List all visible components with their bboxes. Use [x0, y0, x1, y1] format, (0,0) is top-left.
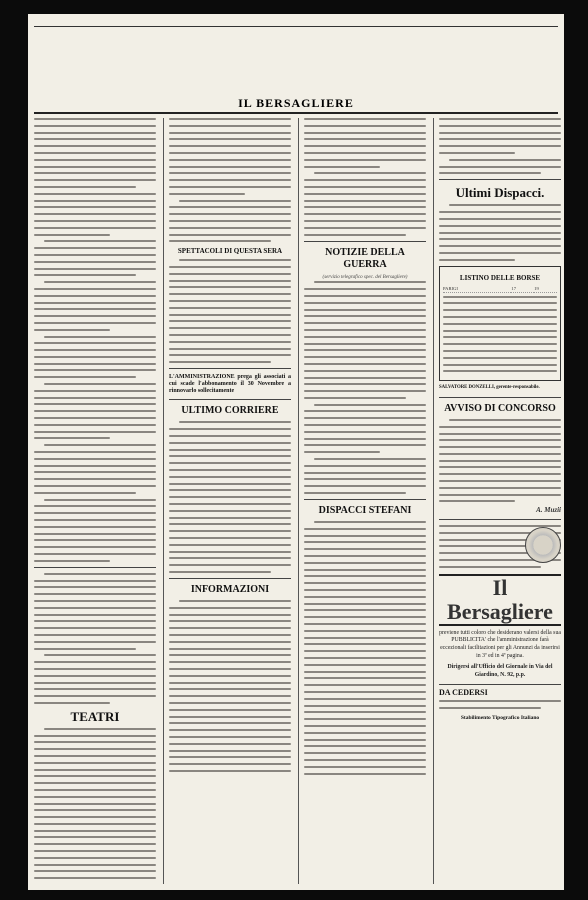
borse-header-col: 17: [511, 286, 534, 293]
notizie-guerra-heading: NOTIZIE DELLA GUERRA: [325, 246, 405, 270]
borse-header-city: PARIGI: [443, 286, 511, 293]
teatri-heading: TEATRI: [70, 708, 120, 724]
column-2: [169, 118, 291, 884]
column-divider: [298, 118, 299, 884]
borse-table: [443, 286, 557, 293]
amministrazione-notice: L'AMMINISTRAZIONE prega gli associati a cui scade l'abbonamento il 30 Novembre a rinnovarlo sollecitamente: [169, 374, 291, 394]
listino-borse-heading: LISTINO DELLE BORSE: [459, 273, 541, 282]
spettacoli-heading: SPETTACOLI DI QUESTA SERA: [177, 247, 283, 256]
borse-box: [439, 266, 561, 382]
newspaper-page: [28, 14, 564, 890]
top-rule: [34, 26, 558, 27]
informazioni-heading: INFORMAZIONI: [190, 584, 270, 596]
da-cedersi-heading: DA CEDERSI: [439, 688, 488, 698]
column-3: [304, 118, 426, 884]
column-divider: [163, 118, 164, 884]
masthead: [34, 96, 558, 114]
gerente-line: SALVATORE DONZELLI, gerente-responsabile.: [439, 385, 540, 391]
stabilimento-line: Stabilimento Tipografico Italiano: [460, 714, 540, 721]
column-1: [34, 118, 156, 884]
borse-header-col: 19: [534, 286, 557, 293]
medal-seal-icon: [525, 527, 561, 563]
ad-title: Il Bersagliere: [439, 574, 561, 626]
ultimo-corriere-heading: ULTIMO CORRIERE: [181, 405, 279, 417]
masthead-title: IL BERSAGLIERE: [238, 96, 354, 110]
column-4: [439, 118, 561, 884]
ad-address: Dirigersi all'Ufficio del Giornale in Via del Giardino, N. 92, p.p.: [447, 664, 553, 678]
avviso-concorso-heading: AVVISO DI CONCORSO: [444, 402, 556, 414]
ultimi-dispacci-heading: Ultimi Dispacci.: [455, 185, 545, 201]
column-divider: [433, 118, 434, 884]
signature: A. Muzii: [536, 506, 561, 515]
notizie-subtitle: (servizio telegrafico spec. del Bersagliere): [322, 274, 408, 280]
ad-body: previene tutti coloro che desiderano valersi della sua PUBBLICITA' che l'amministrazione farà eccezionali facilitazioni per gli Annunzi da inserirsi in 3ª ed in 4ª pagina.: [439, 629, 561, 659]
dispacci-stefani-heading: DISPACCI STEFANI: [318, 505, 412, 517]
